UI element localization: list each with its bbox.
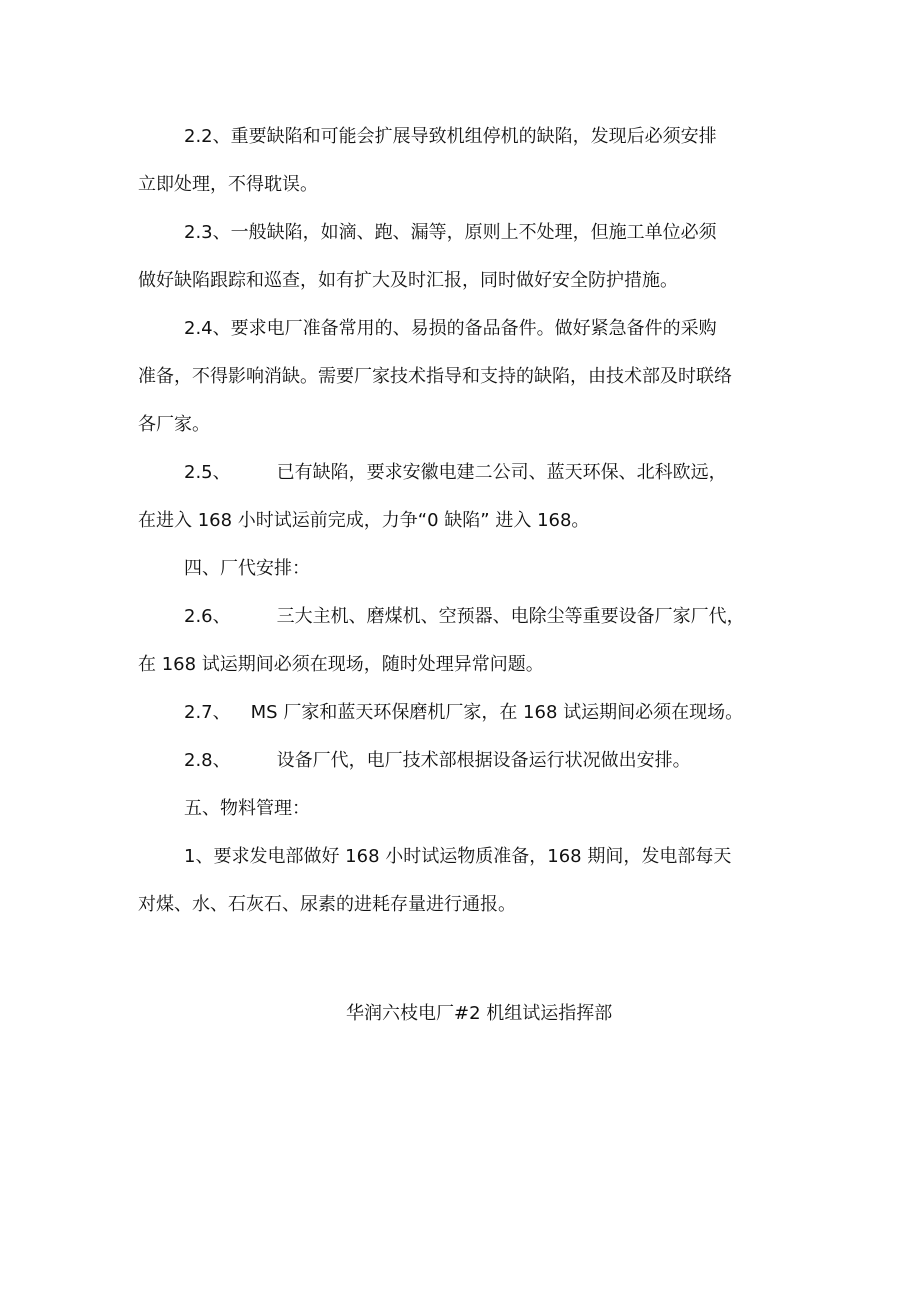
item-number: 2.6 — [184, 606, 213, 627]
item-separator: 、 — [212, 606, 231, 627]
paragraph-text: 、重要缺陷和可能会扩展导致机组停机的缺陷，发现后必须安排 — [212, 126, 717, 147]
signature-line: 华润六枝电厂#2 机组试运指挥部 — [346, 1003, 613, 1024]
paragraph-2-4 — [138, 305, 798, 449]
item-number: 2.5 — [184, 462, 213, 483]
paragraph-line — [138, 449, 798, 497]
paragraph-2-8 — [138, 737, 798, 785]
paragraph-line: 立即处理，不得耽误。 — [138, 174, 318, 195]
paragraph-line — [138, 113, 798, 161]
section-heading-5 — [138, 785, 798, 833]
section-title: 四、厂代安排： — [184, 558, 310, 579]
paragraph-2-2 — [138, 113, 798, 209]
paragraph-text: 、要求电厂准备常用的、易损的备品备件。做好紧急备件的采购 — [212, 318, 717, 339]
paragraph-1 — [138, 833, 798, 929]
item-number: 2.4 — [184, 318, 213, 339]
paragraph-text: 已有缺陷，要求安徽电建二公司、蓝天环保、北科欧远， — [276, 462, 727, 483]
paragraph-text: 三大主机、磨煤机、空预器、电除尘等重要设备厂家厂代， — [276, 606, 745, 627]
item-separator: 、 — [212, 702, 231, 723]
paragraph-line — [138, 305, 798, 353]
section-title: 五、物料管理： — [184, 798, 310, 819]
paragraph-line — [138, 737, 798, 785]
item-separator: 、 — [212, 750, 231, 771]
document-body — [138, 113, 798, 929]
paragraph-2-5 — [138, 449, 798, 545]
paragraph-line: 做好缺陷跟踪和巡查，如有扩大及时汇报，同时做好安全防护措施。 — [138, 270, 678, 291]
paragraph-text: 设备厂代，电厂技术部根据设备运行状况做出安排。 — [276, 750, 691, 771]
paragraph-line — [138, 593, 798, 641]
paragraph-line — [138, 209, 798, 257]
paragraph-line: 在进入 168 小时试运前完成，力争“0 缺陷” 进入 168。 — [138, 510, 590, 531]
paragraph-2-6 — [138, 593, 798, 689]
paragraph-line: 在 168 试运期间必须在现场，随时处理异常问题。 — [138, 654, 544, 675]
item-number: 2.2 — [184, 126, 213, 147]
paragraph-line: 1、要求发电部做好 168 小时试运物质准备，168 期间，发电部每天 — [184, 846, 732, 867]
item-number: 2.8 — [184, 750, 213, 771]
paragraph-2-3 — [138, 209, 798, 305]
paragraph-2-7 — [138, 689, 798, 737]
item-number: 2.3 — [184, 222, 213, 243]
paragraph-line: 对煤、水、石灰石、尿素的进耗存量进行通报。 — [138, 894, 516, 915]
item-number: 2.7 — [184, 702, 213, 723]
paragraph-line: 准备，不得影响消缺。需要厂家技术指导和支持的缺陷，由技术部及时联络 — [138, 366, 732, 387]
paragraph-line — [138, 689, 798, 737]
paragraph-text: 、一般缺陷，如滴、跑、漏等，原则上不处理，但施工单位必须 — [212, 222, 717, 243]
section-heading-4 — [138, 545, 798, 593]
paragraph-line: 各厂家。 — [138, 414, 210, 435]
paragraph-text: MS 厂家和蓝天环保磨机厂家，在 168 试运期间必须在现场。 — [250, 702, 744, 723]
item-separator: 、 — [212, 462, 231, 483]
